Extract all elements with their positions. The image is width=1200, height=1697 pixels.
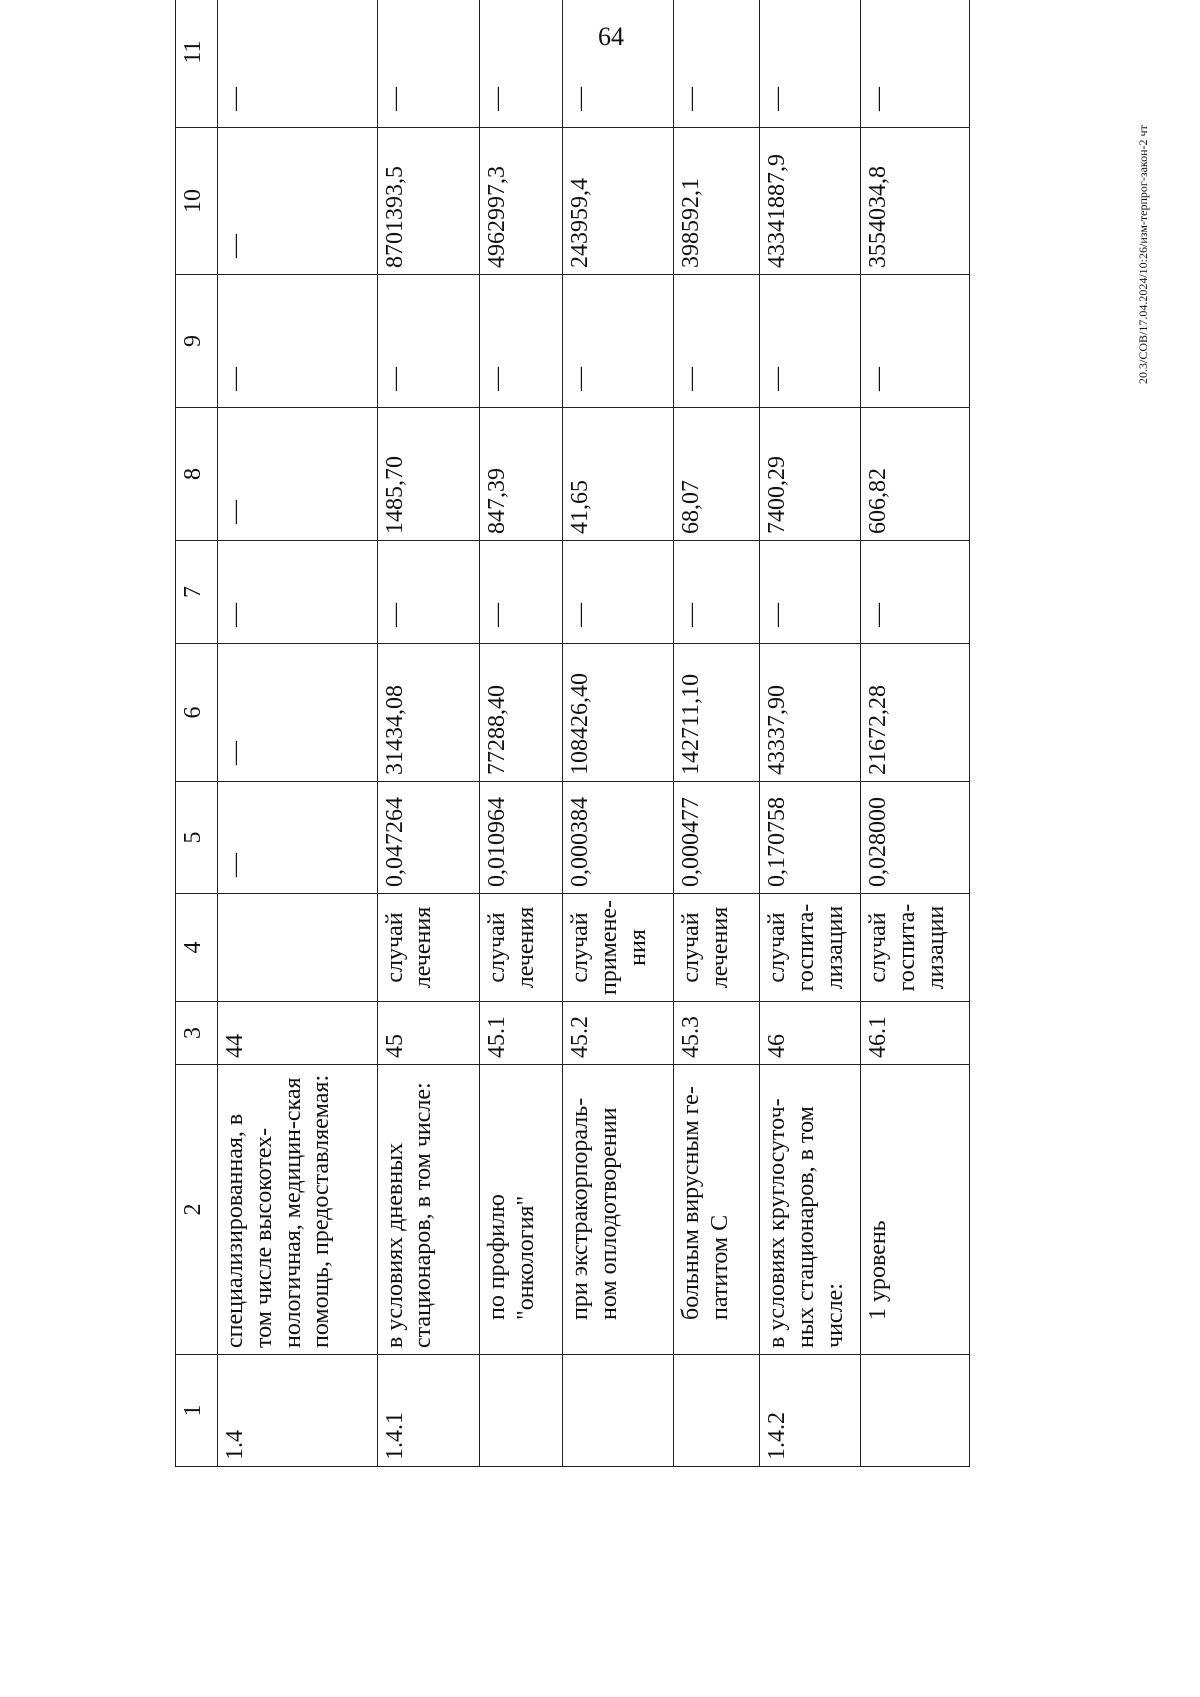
row-number [480, 1355, 563, 1467]
dash-value: — [678, 603, 705, 627]
value-col-10: 398592,1 [674, 128, 760, 275]
value-col-8: 606,82 [861, 408, 970, 541]
unit-cell: случай госпита-лизации [760, 894, 861, 1002]
value-col-7 [377, 541, 479, 644]
dash-value: — [764, 603, 791, 627]
row-code: 44 [218, 1002, 378, 1065]
row-number [563, 1355, 674, 1467]
table-row [377, 0, 479, 1467]
dash-value: — [678, 87, 705, 111]
value-col-9 [861, 275, 970, 408]
value-col-8: 68,07 [674, 408, 760, 541]
value-col-5: 0,000477 [674, 782, 760, 894]
dash-value: — [222, 853, 249, 877]
column-header-4: 4 [176, 894, 218, 1002]
dash-value: — [764, 367, 791, 391]
table-row [674, 0, 760, 1467]
page-number: 64 [598, 22, 624, 51]
value-col-11 [760, 0, 861, 128]
row-code: 45.2 [563, 1002, 674, 1065]
dash-value: — [865, 87, 892, 111]
unit-cell: случай лечения [377, 894, 479, 1002]
value-col-10: 43341887,9 [760, 128, 861, 275]
unit-cell [218, 894, 378, 1002]
dash-value: — [678, 367, 705, 391]
data-table [175, 0, 970, 1467]
value-col-9 [218, 275, 378, 408]
value-col-9 [674, 275, 760, 408]
row-number: 1.4.1 [377, 1355, 479, 1467]
value-col-7 [480, 541, 563, 644]
value-col-9 [760, 275, 861, 408]
value-col-6: 31434,08 [377, 644, 479, 782]
dash-value: — [222, 234, 249, 258]
value-col-8 [218, 408, 378, 541]
value-col-10: 243959,4 [563, 128, 674, 275]
dash-value: — [222, 367, 249, 391]
row-code: 45.1 [480, 1002, 563, 1065]
dash-value: — [567, 367, 594, 391]
document-reference-code [1135, 84, 1151, 384]
column-number-row [176, 0, 218, 1467]
value-col-5: 0,047264 [377, 782, 479, 894]
value-col-8: 7400,29 [760, 408, 861, 541]
dash-value: — [222, 741, 249, 765]
table-row [563, 0, 674, 1467]
unit-cell: случай госпита-лизации [861, 894, 970, 1002]
dash-value: — [865, 367, 892, 391]
row-description: 1 уровень [861, 1065, 970, 1355]
value-col-6: 108426,40 [563, 644, 674, 782]
column-header-11: 11 [176, 0, 218, 128]
dash-value: — [381, 603, 408, 627]
value-col-7 [218, 541, 378, 644]
table-row [480, 0, 563, 1467]
value-col-7 [563, 541, 674, 644]
row-description: при экстракорпораль-ном оплодотворении [563, 1065, 674, 1355]
value-col-11 [377, 0, 479, 128]
row-description: специализированная, в том числе высокотех-нологичная, медицин-ская помощь, предоставляемая: [218, 1065, 378, 1355]
table-row [760, 0, 861, 1467]
row-code: 46 [760, 1002, 861, 1065]
column-header-5: 5 [176, 782, 218, 894]
dash-value: — [484, 87, 511, 111]
dash-value: — [764, 87, 791, 111]
value-col-5 [218, 782, 378, 894]
row-code: 45.3 [674, 1002, 760, 1065]
row-description: больным вирусным ге-патитом С [674, 1065, 760, 1355]
value-col-11 [674, 0, 760, 128]
value-col-11 [563, 0, 674, 128]
table-frame [175, 40, 970, 1467]
dash-value: — [222, 87, 249, 111]
column-header-1: 1 [176, 1355, 218, 1467]
value-col-6: 21672,28 [861, 644, 970, 782]
value-col-9 [480, 275, 563, 408]
column-header-7: 7 [176, 541, 218, 644]
dash-value: — [381, 367, 408, 391]
value-col-5: 0,028000 [861, 782, 970, 894]
column-header-10: 10 [176, 128, 218, 275]
column-header-3: 3 [176, 1002, 218, 1065]
value-col-7 [861, 541, 970, 644]
unit-cell: случай лечения [480, 894, 563, 1002]
row-code: 46.1 [861, 1002, 970, 1065]
value-col-10: 8701393,5 [377, 128, 479, 275]
value-col-11 [861, 0, 970, 128]
rotated-table-container [175, 40, 970, 1467]
row-code: 45 [377, 1002, 479, 1065]
dash-value: — [484, 603, 511, 627]
value-col-11 [480, 0, 563, 128]
row-number: 1.4.2 [760, 1355, 861, 1467]
dash-value: — [222, 603, 249, 627]
dash-value: — [567, 87, 594, 111]
row-description: по профилю "онкология" [480, 1065, 563, 1355]
value-col-10 [218, 128, 378, 275]
row-description: в условиях круглосуточ-ных стационаров, в том числе: [760, 1065, 861, 1355]
row-number [674, 1355, 760, 1467]
document-reference-text: 20.3/СОВ/17.04.2024/10:26/изм-терпрог-закон-2 чт [1136, 125, 1150, 384]
table-row [861, 0, 970, 1467]
column-header-9: 9 [176, 275, 218, 408]
value-col-6 [218, 644, 378, 782]
value-col-6: 77288,40 [480, 644, 563, 782]
dash-value: — [567, 603, 594, 627]
column-header-6: 6 [176, 644, 218, 782]
value-col-5: 0,000384 [563, 782, 674, 894]
dash-value: — [222, 500, 249, 524]
column-header-8: 8 [176, 408, 218, 541]
unit-cell: случай лечения [674, 894, 760, 1002]
row-number [861, 1355, 970, 1467]
value-col-11 [218, 0, 378, 128]
value-col-8: 41,65 [563, 408, 674, 541]
value-col-9 [563, 275, 674, 408]
value-col-6: 142711,10 [674, 644, 760, 782]
value-col-6: 43337,90 [760, 644, 861, 782]
table-row [218, 0, 378, 1467]
unit-cell: случай примене-ния [563, 894, 674, 1002]
value-col-9 [377, 275, 479, 408]
value-col-10: 3554034,8 [861, 128, 970, 275]
dash-value: — [484, 367, 511, 391]
column-header-2: 2 [176, 1065, 218, 1355]
value-col-5: 0,170758 [760, 782, 861, 894]
value-col-5: 0,010964 [480, 782, 563, 894]
row-number: 1.4 [218, 1355, 378, 1467]
value-col-8: 1485,70 [377, 408, 479, 541]
dash-value: — [865, 603, 892, 627]
dash-value: — [381, 87, 408, 111]
value-col-7 [674, 541, 760, 644]
value-col-8: 847,39 [480, 408, 563, 541]
value-col-7 [760, 541, 861, 644]
value-col-10: 4962997,3 [480, 128, 563, 275]
row-description: в условиях дневных стационаров, в том числе: [377, 1065, 479, 1355]
